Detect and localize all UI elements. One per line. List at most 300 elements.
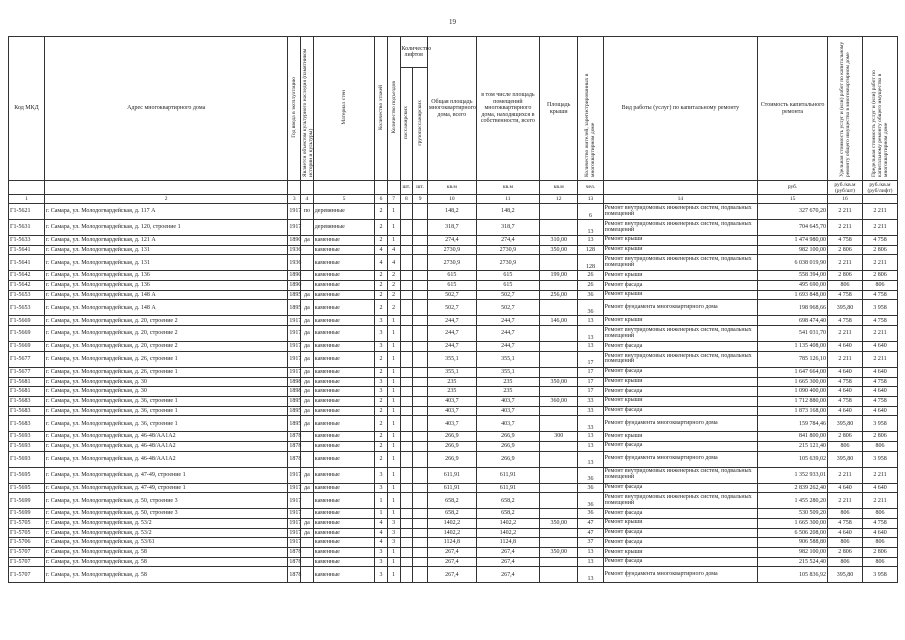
row-residents: 128 <box>578 245 603 255</box>
row-unit-cost: 2 211 <box>828 467 863 483</box>
row-roof-area <box>540 483 578 493</box>
row-residents: 33 <box>578 406 603 416</box>
row-code: Г1-5706 <box>9 538 45 548</box>
row-area-total: 244,7 <box>428 342 477 352</box>
row-wall-material: каменные <box>313 377 374 387</box>
row-area-residential: 502,7 <box>476 290 539 300</box>
row-year: 1878 <box>288 567 301 583</box>
row-address: г. Самара, ул. Молодогвардейская, д. 30 <box>44 377 287 387</box>
row-address: г. Самара, ул. Молодогвардейская, д. 20, строение 2 <box>44 326 287 342</box>
row-lifts-passenger <box>400 300 413 316</box>
row-work-type: Ремонт фасада <box>603 528 758 538</box>
row-work-type: Ремонт фасада <box>603 483 758 493</box>
row-residents: 36 <box>578 483 603 493</box>
row-code: Г1-5683 <box>9 416 45 432</box>
row-floors: 2 <box>375 451 388 467</box>
row-lifts-passenger <box>400 326 413 342</box>
row-cost: 105 639,02 <box>758 451 828 467</box>
column-number: 14 <box>603 195 758 204</box>
table-row <box>9 290 898 300</box>
row-residents: 17 <box>578 387 603 397</box>
row-address: г. Самара, ул. Молодогвардейская, д. 20, строение 2 <box>44 316 287 326</box>
row-area-residential: 267,4 <box>476 557 539 567</box>
row-floors: 3 <box>375 342 388 352</box>
row-limit-cost: 806 <box>862 509 897 519</box>
row-lifts-cargo <box>413 245 428 255</box>
row-code: Г1-5621 <box>9 204 45 220</box>
row-work-type: Ремонт внутридомовых инженерных систем, подвальных помещений <box>603 467 758 483</box>
row-unit-cost: 2 211 <box>828 493 863 509</box>
row-roof-area <box>540 351 578 367</box>
header-unit-cost: Удельная стоимость услуг и (или) работ по капитальному ремонту общего имущества в многоквартирном доме <box>828 37 863 181</box>
row-roof-area <box>540 528 578 538</box>
row-residents: 13 <box>578 548 603 558</box>
capital-repair-table <box>8 36 898 583</box>
header-limit-cost: Предельная стоимость услуг и (или) работ по капитальному ремонту общего имущества в многоквартирном доме <box>862 37 897 181</box>
row-roof-area <box>540 342 578 352</box>
row-cost: 1 135 408,00 <box>758 342 828 352</box>
row-cost: 785 126,10 <box>758 351 828 367</box>
row-area-residential: 615 <box>476 281 539 291</box>
row-floors: 1 <box>375 509 388 519</box>
row-wall-material: каменные <box>313 342 374 352</box>
row-lifts-passenger <box>400 204 413 220</box>
row-entrances: 1 <box>387 557 400 567</box>
row-unit-cost: 2 211 <box>828 351 863 367</box>
row-entrances: 1 <box>387 220 400 236</box>
row-code: Г1-5693 <box>9 441 45 451</box>
row-lifts-passenger <box>400 548 413 558</box>
row-code: Г1-5707 <box>9 557 45 567</box>
unit-area-residential: кв.м <box>476 181 539 195</box>
row-lifts-cargo <box>413 236 428 246</box>
row-year: 1898 <box>288 377 301 387</box>
column-number: 13 <box>578 195 603 204</box>
row-year: 1917 <box>288 528 301 538</box>
row-limit-cost: 2 211 <box>862 220 897 236</box>
row-code: Г1-5695 <box>9 467 45 483</box>
row-heritage <box>301 567 314 583</box>
row-area-total: 1402,2 <box>428 528 477 538</box>
row-entrances: 3 <box>387 519 400 529</box>
row-heritage: да <box>301 300 314 316</box>
row-year: 1898 <box>288 387 301 397</box>
row-lifts-cargo <box>413 342 428 352</box>
row-residents: 36 <box>578 509 603 519</box>
row-lifts-passenger <box>400 528 413 538</box>
row-roof-area <box>540 326 578 342</box>
row-area-residential: 318,7 <box>476 220 539 236</box>
row-unit-cost: 4 758 <box>828 316 863 326</box>
row-area-total: 267,4 <box>428 557 477 567</box>
row-lifts-cargo <box>413 557 428 567</box>
row-wall-material: каменные <box>313 290 374 300</box>
row-limit-cost: 3 958 <box>862 567 897 583</box>
table-row <box>9 483 898 493</box>
table-row <box>9 519 898 529</box>
row-wall-material: каменные <box>313 316 374 326</box>
row-lifts-passenger <box>400 509 413 519</box>
row-cost: 105 836,92 <box>758 567 828 583</box>
row-wall-material: каменные <box>313 351 374 367</box>
row-limit-cost: 4 758 <box>862 519 897 529</box>
row-residents: 13 <box>578 342 603 352</box>
row-work-type: Ремонт фасада <box>603 281 758 291</box>
row-limit-cost: 4 640 <box>862 342 897 352</box>
row-area-total: 274,4 <box>428 236 477 246</box>
row-area-residential: 1402,2 <box>476 528 539 538</box>
row-roof-area <box>540 557 578 567</box>
row-lifts-passenger <box>400 220 413 236</box>
row-cost: 2 839 262,40 <box>758 483 828 493</box>
row-year: 1895 <box>288 416 301 432</box>
row-work-type: Ремонт фасада <box>603 342 758 352</box>
row-code: Г1-5669 <box>9 326 45 342</box>
row-work-type: Ремонт внутридомовых инженерных систем, подвальных помещений <box>603 493 758 509</box>
row-area-residential: 244,7 <box>476 342 539 352</box>
row-lifts-passenger <box>400 245 413 255</box>
row-roof-area <box>540 220 578 236</box>
row-lifts-passenger <box>400 483 413 493</box>
table-body <box>9 204 898 583</box>
row-entrances: 1 <box>387 316 400 326</box>
row-work-type: Ремонт фундамента многоквартирного дома <box>603 416 758 432</box>
row-cost: 1 712 880,00 <box>758 396 828 406</box>
row-address: г. Самара, ул. Молодогвардейская, д. 136 <box>44 271 287 281</box>
row-lifts-passenger <box>400 377 413 387</box>
row-limit-cost: 2 806 <box>862 271 897 281</box>
row-unit-cost: 806 <box>828 441 863 451</box>
row-unit-cost: 2 806 <box>828 271 863 281</box>
row-entrances: 1 <box>387 451 400 467</box>
row-cost: 495 690,00 <box>758 281 828 291</box>
row-area-total: 1402,2 <box>428 519 477 529</box>
row-floors: 3 <box>375 377 388 387</box>
row-area-residential: 611,91 <box>476 483 539 493</box>
row-code: Г1-5669 <box>9 342 45 352</box>
row-cost: 215 524,40 <box>758 557 828 567</box>
row-floors: 4 <box>375 519 388 529</box>
header-roof-area: Площадь крыши <box>540 37 578 181</box>
row-wall-material: каменные <box>313 483 374 493</box>
row-wall-material: каменные <box>313 245 374 255</box>
row-area-total: 502,7 <box>428 300 477 316</box>
row-area-total: 266,9 <box>428 432 477 442</box>
header-year: Год ввода в эксплуатацию <box>288 37 301 181</box>
row-lifts-cargo <box>413 567 428 583</box>
row-code: Г1-5693 <box>9 451 45 467</box>
row-roof-area <box>540 509 578 519</box>
row-area-total: 235 <box>428 377 477 387</box>
row-limit-cost: 2 211 <box>862 493 897 509</box>
row-residents: 128 <box>578 255 603 271</box>
row-year: 1917 <box>288 483 301 493</box>
row-unit-cost: 4 640 <box>828 342 863 352</box>
row-limit-cost: 3 958 <box>862 416 897 432</box>
row-area-total: 355,1 <box>428 367 477 377</box>
column-number: 16 <box>828 195 863 204</box>
row-area-total: 267,4 <box>428 567 477 583</box>
row-entrances: 1 <box>387 416 400 432</box>
table-row <box>9 396 898 406</box>
row-residents: 17 <box>578 351 603 367</box>
row-work-type: Ремонт фасада <box>603 387 758 397</box>
row-lifts-passenger <box>400 416 413 432</box>
row-entrances: 2 <box>387 290 400 300</box>
row-lifts-passenger <box>400 396 413 406</box>
row-lifts-cargo <box>413 406 428 416</box>
row-entrances: 1 <box>387 548 400 558</box>
row-cost: 558 394,00 <box>758 271 828 281</box>
row-heritage <box>301 271 314 281</box>
row-cost: 541 031,70 <box>758 326 828 342</box>
row-roof-area: 350,00 <box>540 548 578 558</box>
row-heritage <box>301 245 314 255</box>
row-limit-cost: 4 758 <box>862 316 897 326</box>
row-area-residential: 244,7 <box>476 316 539 326</box>
row-residents: 33 <box>578 416 603 432</box>
row-entrances: 1 <box>387 406 400 416</box>
header-area-total: Общая площадь многоквартирного дома, всего <box>428 37 477 181</box>
row-address: г. Самара, ул. Молодогвардейская, д. 26, строение 1 <box>44 351 287 367</box>
row-limit-cost: 806 <box>862 441 897 451</box>
row-floors: 3 <box>375 467 388 483</box>
row-lifts-passenger <box>400 271 413 281</box>
row-lifts-cargo <box>413 367 428 377</box>
row-heritage: да <box>301 290 314 300</box>
row-unit-cost: 4 640 <box>828 406 863 416</box>
row-lifts-cargo <box>413 271 428 281</box>
row-residents: 13 <box>578 236 603 246</box>
row-floors: 2 <box>375 271 388 281</box>
row-entrances: 2 <box>387 300 400 316</box>
row-unit-cost: 4 640 <box>828 387 863 397</box>
row-address: г. Самара, ул. Молодогвардейская, д. 121 А <box>44 236 287 246</box>
row-address: г. Самара, ул. Молодогвардейская, д. 53/61 <box>44 538 287 548</box>
row-year: 1895 <box>288 290 301 300</box>
row-residents: 17 <box>578 367 603 377</box>
row-lifts-passenger <box>400 538 413 548</box>
row-work-type: Ремонт фасада <box>603 557 758 567</box>
row-code: Г1-5642 <box>9 281 45 291</box>
row-year: 1878 <box>288 548 301 558</box>
row-cost: 906 588,80 <box>758 538 828 548</box>
row-address: г. Самара, ул. Молодогвардейская, д. 58 <box>44 548 287 558</box>
row-heritage <box>301 493 314 509</box>
row-floors: 4 <box>375 255 388 271</box>
row-year: 1917 <box>288 204 301 220</box>
row-unit-cost: 4 758 <box>828 519 863 529</box>
row-lifts-cargo <box>413 290 428 300</box>
row-cost: 327 670,20 <box>758 204 828 220</box>
row-code: Г1-5653 <box>9 290 45 300</box>
row-limit-cost: 2 211 <box>862 204 897 220</box>
row-residents: 26 <box>578 271 603 281</box>
row-roof-area <box>540 467 578 483</box>
row-area-residential: 355,1 <box>476 367 539 377</box>
row-unit-cost: 4 758 <box>828 236 863 246</box>
row-wall-material: каменные <box>313 509 374 519</box>
row-wall-material: каменные <box>313 467 374 483</box>
row-area-residential: 615 <box>476 271 539 281</box>
row-residents: 6 <box>578 204 603 220</box>
row-cost: 1 647 664,00 <box>758 367 828 377</box>
column-number: 3 <box>288 195 301 204</box>
row-work-type: Ремонт внутридомовых инженерных систем, подвальных помещений <box>603 255 758 271</box>
table-row <box>9 387 898 397</box>
row-lifts-passenger <box>400 387 413 397</box>
row-cost: 841 800,00 <box>758 432 828 442</box>
row-work-type: Ремонт фасада <box>603 406 758 416</box>
row-year: 1917 <box>288 367 301 377</box>
row-roof-area <box>540 406 578 416</box>
row-heritage: да <box>301 342 314 352</box>
row-lifts-passenger <box>400 567 413 583</box>
row-lifts-cargo <box>413 519 428 529</box>
row-year: 1878 <box>288 432 301 442</box>
row-roof-area: 350,00 <box>540 519 578 529</box>
row-unit-cost: 2 211 <box>828 255 863 271</box>
row-address: г. Самара, ул. Молодогвардейская, д. 36, строение 1 <box>44 416 287 432</box>
row-floors: 2 <box>375 351 388 367</box>
row-lifts-cargo <box>413 528 428 538</box>
row-area-residential: 403,7 <box>476 416 539 432</box>
row-limit-cost: 2 211 <box>862 351 897 367</box>
row-heritage <box>301 509 314 519</box>
column-number: 1 <box>9 195 45 204</box>
row-work-type: Ремонт внутридомовых инженерных систем, подвальных помещений <box>603 326 758 342</box>
row-work-type: Ремонт крыши <box>603 271 758 281</box>
row-residents: 37 <box>578 538 603 548</box>
row-area-total: 266,9 <box>428 441 477 451</box>
row-heritage <box>301 538 314 548</box>
row-unit-cost: 4 640 <box>828 367 863 377</box>
row-address: г. Самара, ул. Молодогвардейская, д. 26, строение 1 <box>44 367 287 377</box>
row-roof-area: 350,00 <box>540 245 578 255</box>
row-wall-material: деревянные <box>313 220 374 236</box>
row-code: Г1-5631 <box>9 220 45 236</box>
row-year: 1917 <box>288 316 301 326</box>
row-address: г. Самара, ул. Молодогвардейская, д. 47-49, строение 1 <box>44 483 287 493</box>
row-unit-cost: 4 758 <box>828 377 863 387</box>
row-area-residential: 658,2 <box>476 509 539 519</box>
row-address: г. Самара, ул. Молодогвардейская, д. 36, строение 1 <box>44 396 287 406</box>
row-residents: 36 <box>578 300 603 316</box>
row-unit-cost: 2 806 <box>828 548 863 558</box>
row-floors: 3 <box>375 483 388 493</box>
table-row <box>9 342 898 352</box>
row-entrances: 1 <box>387 483 400 493</box>
row-entrances: 1 <box>387 351 400 367</box>
row-code: Г1-5699 <box>9 493 45 509</box>
row-roof-area: 146,00 <box>540 316 578 326</box>
row-cost: 159 784,46 <box>758 416 828 432</box>
row-area-residential: 266,9 <box>476 432 539 442</box>
row-heritage <box>301 557 314 567</box>
row-lifts-cargo <box>413 493 428 509</box>
row-area-total: 2730,9 <box>428 245 477 255</box>
row-address: г. Самара, ул. Молодогвардейская, д. 136 <box>44 281 287 291</box>
row-limit-cost: 4 758 <box>862 396 897 406</box>
row-lifts-passenger <box>400 451 413 467</box>
row-unit-cost: 806 <box>828 538 863 548</box>
row-year: 1936 <box>288 255 301 271</box>
row-lifts-cargo <box>413 432 428 442</box>
row-floors: 2 <box>375 367 388 377</box>
row-lifts-passenger <box>400 351 413 367</box>
row-code: Г1-5653 <box>9 300 45 316</box>
row-roof-area <box>540 367 578 377</box>
header-floors: Количество этажей <box>375 37 388 181</box>
row-code: Г1-5683 <box>9 396 45 406</box>
row-area-residential: 403,7 <box>476 396 539 406</box>
row-year: 1890 <box>288 271 301 281</box>
header-area-residential: в том числе площадь помещений многоквартирного дома, находящихся в собственности, всего <box>476 37 539 181</box>
row-lifts-cargo <box>413 483 428 493</box>
row-lifts-passenger <box>400 557 413 567</box>
row-work-type: Ремонт фасада <box>603 538 758 548</box>
row-floors: 2 <box>375 396 388 406</box>
row-lifts-cargo <box>413 451 428 467</box>
row-area-residential: 244,7 <box>476 326 539 342</box>
row-floors: 2 <box>375 441 388 451</box>
row-code: Г1-5669 <box>9 316 45 326</box>
row-wall-material: деревянные <box>313 204 374 220</box>
row-lifts-cargo <box>413 351 428 367</box>
row-limit-cost: 2 806 <box>862 548 897 558</box>
row-year: 1878 <box>288 451 301 467</box>
row-heritage <box>301 441 314 451</box>
row-floors: 2 <box>375 406 388 416</box>
row-year: 1917 <box>288 538 301 548</box>
row-limit-cost: 806 <box>862 557 897 567</box>
row-work-type: Ремонт внутридомовых инженерных систем, подвальных помещений <box>603 220 758 236</box>
row-year: 1917 <box>288 493 301 509</box>
row-floors: 4 <box>375 245 388 255</box>
row-lifts-cargo <box>413 509 428 519</box>
row-code: Г1-5677 <box>9 351 45 367</box>
row-unit-cost: 4 640 <box>828 483 863 493</box>
row-limit-cost: 2 806 <box>862 245 897 255</box>
row-work-type: Ремонт крыши <box>603 377 758 387</box>
row-code: Г1-5642 <box>9 271 45 281</box>
row-floors: 3 <box>375 557 388 567</box>
row-code: Г1-5693 <box>9 432 45 442</box>
row-residents: 17 <box>578 377 603 387</box>
row-unit-cost: 2 806 <box>828 245 863 255</box>
row-year: 1890 <box>288 236 301 246</box>
row-code: Г1-5681 <box>9 387 45 397</box>
column-number: 4 <box>301 195 314 204</box>
table-row <box>9 245 898 255</box>
row-address: г. Самара, ул. Молодогвардейская, д. 131 <box>44 255 287 271</box>
row-heritage <box>301 451 314 467</box>
table-row <box>9 557 898 567</box>
row-lifts-cargo <box>413 300 428 316</box>
row-cost: 1 665 300,00 <box>758 377 828 387</box>
row-floors: 2 <box>375 300 388 316</box>
row-entrances: 1 <box>387 432 400 442</box>
table-row <box>9 326 898 342</box>
row-wall-material: каменные <box>313 519 374 529</box>
row-year: 1878 <box>288 557 301 567</box>
row-cost: 1 873 168,00 <box>758 406 828 416</box>
header-work-type: Вид работы (услуг) по капитальному ремонту <box>603 37 758 181</box>
row-residents: 13 <box>578 220 603 236</box>
row-roof-area <box>540 416 578 432</box>
row-residents: 13 <box>578 326 603 342</box>
row-work-type: Ремонт фундамента многоквартирного дома <box>603 451 758 467</box>
